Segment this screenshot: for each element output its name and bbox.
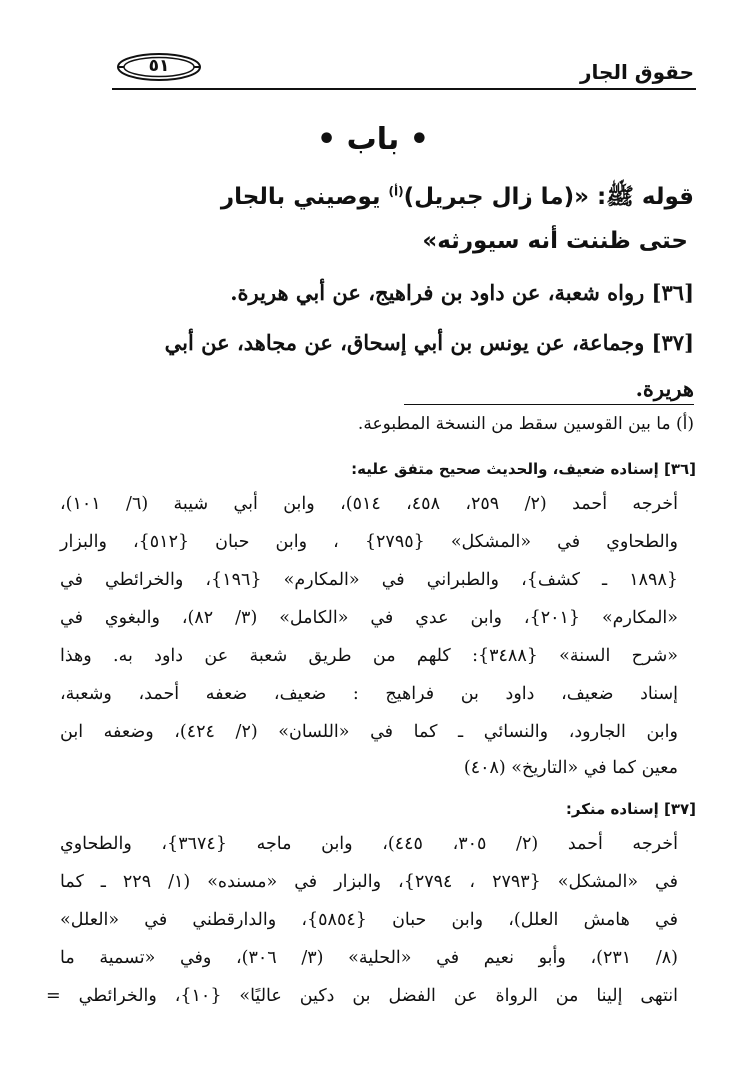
section-36-line: أخرجه أحمد (٢/ ٢٥٩، ٤٥٨، ٥١٤)، وابن أبي شيبة (٦/ ١٠١)، bbox=[60, 494, 678, 514]
page-number: ٥١ bbox=[148, 56, 170, 76]
section-37-title: [٣٧] إسناده منكر: bbox=[565, 800, 696, 818]
section-36-line: وابن الجارود، والنسائي ـ كما في «اللسان» (٢/ ٤٢٤)، وضعفه ابن bbox=[60, 722, 678, 742]
section-37-line: (٨/ ٢٣١)، وأبو نعيم في «الحلية» (٣/ ٣٠٦)، وفي «تسمية ما bbox=[60, 948, 678, 968]
section-37-line: أخرجه أحمد (٢/ ٣٠٥، ٤٤٥)، وابن ماجه {٣٦٧٤}، والطحاوي bbox=[60, 834, 678, 854]
section-36-line: إسناد ضعيف، داود بن فراهيج : ضعيف، ضعفه أحمد، وشعبة، bbox=[60, 684, 678, 704]
footnote: (أ) ما بين القوسين سقط من النسخة المطبوعة. bbox=[357, 414, 694, 434]
chapter-title: • باب • bbox=[317, 122, 429, 157]
section-36-line: «المكارم» {٢٠١}، وابن عدي في «الكامل» (٣/ ٨٢)، والبغوي في bbox=[60, 608, 678, 628]
page-number-badge bbox=[116, 52, 202, 82]
section-37-line: في «المشكل» {٢٧٩٣ ، ٢٧٩٤}، والبزار في «مسنده» (١/ ٢٢٩ ـ كما bbox=[60, 872, 678, 892]
section-36-line: والطحاوي في «المشكل» {٢٧٩٥} ، وابن حبان {٥١٢}، والبزار bbox=[60, 532, 678, 552]
footnote-marker: (أ) bbox=[388, 184, 404, 199]
narration-37-continued: هريرة. bbox=[635, 376, 694, 401]
section-37-line: انتهى إلينا من الرواة عن الفضل بن دكين عاليًا» {١٠}، والخرائطي = bbox=[46, 986, 678, 1006]
chapter-heading-line-2: حتى ظننت أنه سيورثه» bbox=[422, 228, 688, 254]
section-36-title: [٣٦] إسناده ضعيف، والحديث صحيح متفق عليه: bbox=[351, 460, 696, 478]
section-37-line: في هامش العلل)، وابن حبان {٥٨٥٤}، والدارقطني في «العلل» bbox=[60, 910, 678, 930]
narration-36: [٣٦] رواه شعبة، عن داود بن فراهيج، عن أبي هريرة. bbox=[230, 280, 694, 305]
heading-text-start: قوله ﷺ: «(ما زال جبريل) bbox=[403, 184, 694, 210]
narration-37: [٣٧] وجماعة، عن يونس بن أبي إسحاق، عن مجاهد، عن أبي bbox=[164, 330, 694, 355]
section-36-line: معين كما في «التاريخ» (٤٠٨) bbox=[463, 758, 678, 778]
running-header-title: حقوق الجار bbox=[580, 60, 694, 84]
chapter-heading-line-1 bbox=[221, 182, 694, 216]
heading-text-end: يوصيني بالجار bbox=[220, 184, 389, 210]
section-36-line: {١٨٩٨ ـ كشف}، والطبراني في «المكارم» {١٩٦}، والخرائطي في bbox=[60, 570, 678, 590]
section-36-line: «شرح السنة» {٣٤٨٨}: كلهم من طريق شعبة عن داود به. وهذا bbox=[60, 646, 678, 666]
footnote-rule bbox=[404, 404, 694, 405]
header-rule bbox=[112, 88, 696, 90]
